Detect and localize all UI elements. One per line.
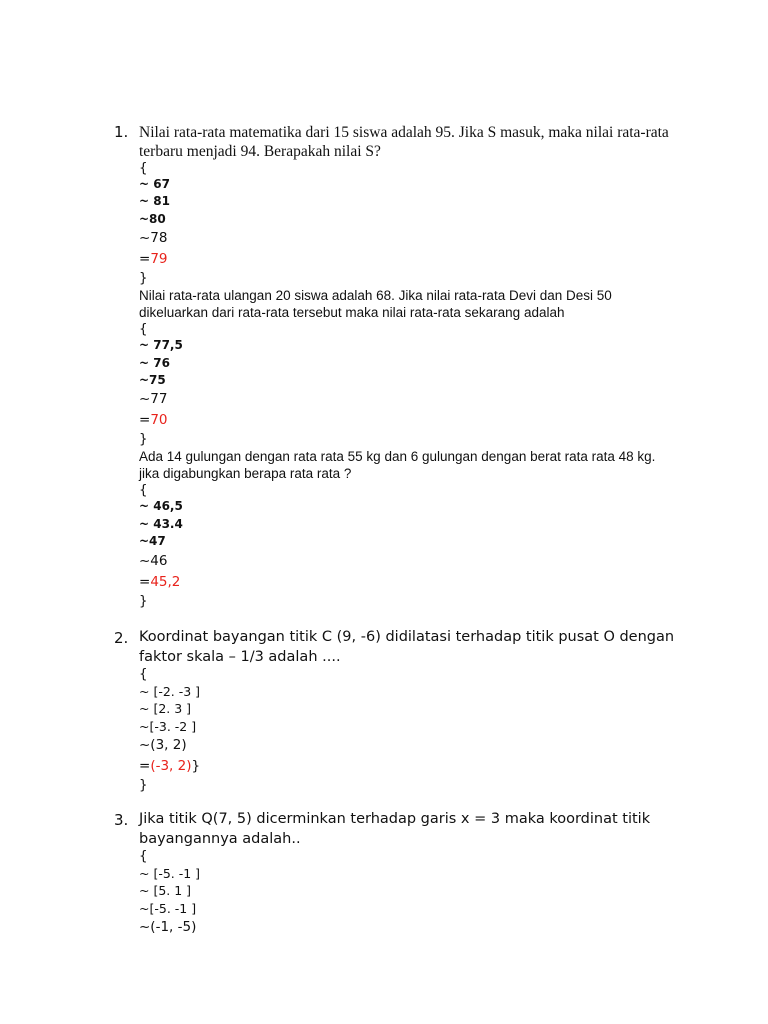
open-brace: {: [139, 482, 148, 498]
answer-line: [139, 758, 200, 774]
option: ~ 43.4: [139, 517, 183, 531]
open-brace: {: [139, 848, 148, 864]
option: ~[-3. -2 ]: [139, 719, 197, 734]
close-brace: }: [139, 777, 148, 793]
open-brace: {: [139, 321, 148, 337]
option: ~ [5. 1 ]: [139, 883, 192, 898]
option: ~78: [139, 230, 168, 246]
open-brace: {: [139, 160, 148, 176]
answer-line: [139, 574, 180, 590]
option: ~ [-5. -1 ]: [139, 866, 201, 881]
close-brace: }: [139, 270, 148, 286]
answer-prefix: =: [139, 412, 151, 428]
option: ~(3, 2): [139, 737, 187, 753]
correct-answer: 45,2: [150, 574, 181, 590]
answer-line: [139, 251, 168, 267]
option: ~ [-2. -3 ]: [139, 684, 201, 699]
option: ~ 67: [139, 177, 170, 191]
correct-answer: (-3, 2): [150, 758, 192, 774]
option: ~ 46,5: [139, 499, 183, 513]
question-number: 3.: [114, 811, 129, 829]
option: ~80: [139, 212, 166, 226]
option: ~75: [139, 373, 166, 387]
answer-suffix: }: [191, 758, 201, 774]
correct-answer: 70: [150, 412, 168, 428]
question-prompt: Ada 14 gulungan dengan rata rata 55 kg dan 6 gulungan dengan berat rata rata 48 kg. jika digabungkan berapa rata rata ?: [139, 449, 656, 481]
question-number: 2.: [114, 629, 129, 647]
open-brace: {: [139, 666, 148, 682]
answer-line: [139, 412, 168, 428]
option: ~47: [139, 534, 166, 548]
option: ~(-1, -5): [139, 919, 197, 935]
option: ~[-5. -1 ]: [139, 901, 197, 916]
option: ~ 77,5: [139, 338, 183, 352]
option: ~46: [139, 553, 168, 569]
option: ~ 76: [139, 356, 170, 370]
correct-answer: 79: [150, 251, 168, 267]
answer-prefix: =: [139, 758, 151, 774]
option: ~77: [139, 391, 168, 407]
close-brace: }: [139, 431, 148, 447]
question-prompt: Nilai rata-rata matematika dari 15 siswa adalah 95. Jika S masuk, maka nilai rata-rata terbaru menjadi 94. Berapakah nilai S?: [139, 124, 669, 160]
answer-prefix: =: [139, 574, 151, 590]
question-prompt: Koordinat bayangan titik C (9, -6) didilatasi terhadap titik pusat O dengan faktor skala – 1/3 adalah ....: [139, 629, 675, 665]
answer-prefix: =: [139, 251, 151, 267]
question-prompt: Jika titik Q(7, 5) dicerminkan terhadap garis x = 3 maka koordinat titik bayangannya adalah..: [139, 811, 651, 847]
close-brace: }: [139, 593, 148, 609]
question-number: 1.: [114, 123, 129, 141]
question-prompt: Nilai rata-rata ulangan 20 siswa adalah 68. Jika nilai rata-rata Devi dan Desi 50 dikeluarkan dari rata-rata tersebut maka nilai rata-rata sekarang adalah: [139, 288, 612, 320]
option: ~ [2. 3 ]: [139, 701, 192, 716]
option: ~ 81: [139, 194, 170, 208]
